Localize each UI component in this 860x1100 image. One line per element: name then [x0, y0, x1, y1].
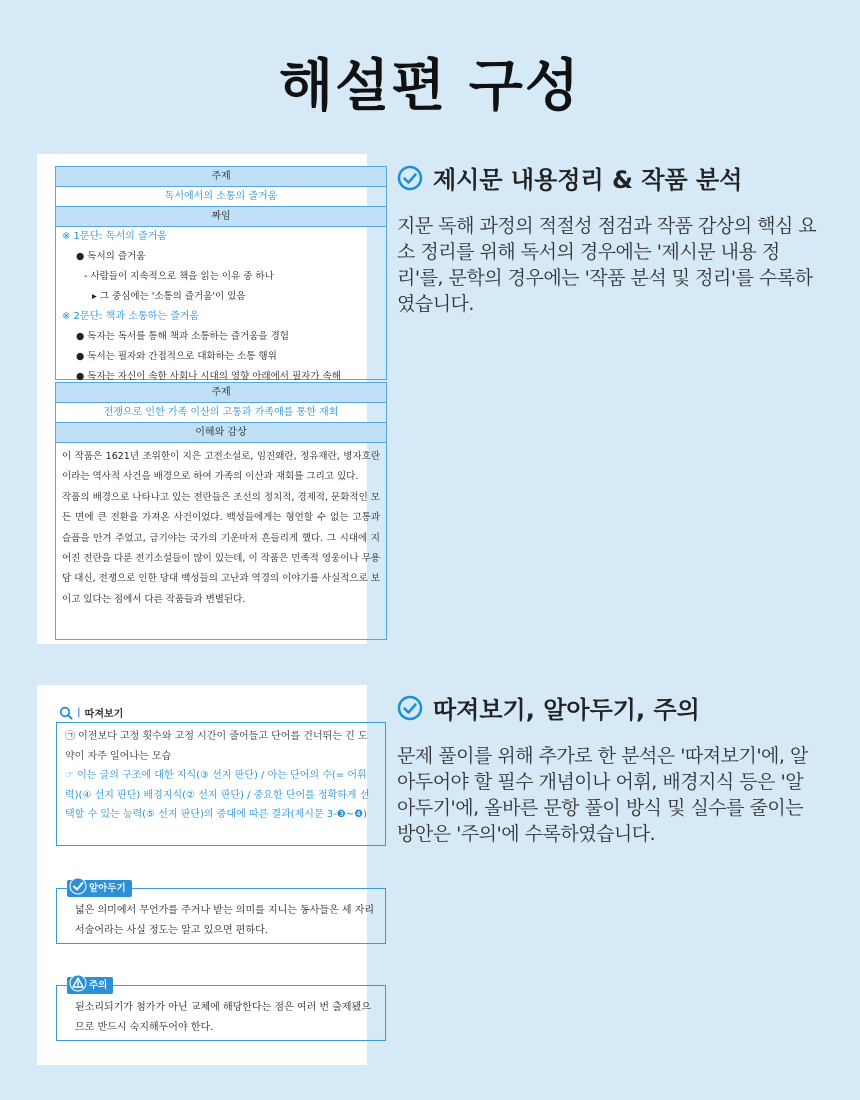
- section-description: 문제 풀이를 위해 추가로 한 분석은 '따져보기'에, 알아두어야 할 필수 개념이나 어휘, 배경지식 등은 '알아두기'에, 올바른 문항 풀이 방식 및 실수를 줄이는 방안은 '주의'에 수록하였습니다.: [397, 745, 808, 845]
- aladugi-tag: 알아두기: [67, 880, 132, 897]
- structure-item: ▸ 그 중심에는 '소통의 즐거움'이 있음: [92, 291, 246, 302]
- magnifier-icon: [59, 706, 73, 720]
- caution-box: [56, 980, 386, 1041]
- aladugi-text: 넓은 의미에서 무언가를 주거나 받는 의미를 지니는 동사들은 세 자리 서술어라는 사실 정도는 알고 있으면 편하다.: [75, 905, 375, 936]
- subject2-header: 주제: [56, 383, 386, 403]
- content-summary-sample: [37, 154, 380, 644]
- notes-sample: [37, 685, 375, 1065]
- aladugi-box: [56, 883, 386, 944]
- structure-item: ● 독서의 즐거움: [76, 251, 146, 262]
- section-content-summary: [397, 160, 817, 317]
- subject-text: 독서에서의 소통의 즐거움: [56, 187, 386, 207]
- appreciation-header: 이해와 감상: [56, 423, 386, 443]
- structure-list: [56, 227, 386, 387]
- summary-box: [55, 166, 387, 380]
- subject-header: 주제: [56, 167, 386, 187]
- paragraph-section-label: ※ 1문단: 독서의 즐거움: [62, 231, 167, 242]
- structure-item: ● 독자는 독서를 통해 책과 소통하는 즐거움을 경험: [76, 331, 289, 342]
- ttajyeo-line: ㉠ 이전보다 고정 횟수와 고정 시간이 줄어들고 단어를 건너뛰는 긴 도약이 자주 일어나는 모습: [65, 731, 368, 762]
- subject2-text: 전쟁으로 인한 가족 이산의 고통과 가족애를 통한 재회: [56, 403, 386, 423]
- ttajyeo-box: [56, 722, 386, 846]
- check-circle-icon: [397, 165, 423, 191]
- check-icon: [69, 877, 87, 895]
- check-circle-icon: [397, 695, 423, 721]
- warning-icon: [69, 974, 87, 992]
- section-notes: [397, 690, 817, 847]
- section-heading: 제시문 내용정리 & 작품 분석: [433, 166, 743, 194]
- appreciation-paragraph: 이 작품은 1621년 조위한이 지은 고전소설로, 임진왜란, 정유재란, 병자호란이라는 역사적 사건을 배경으로 하여 가족의 이산과 재회를 그리고 있다.: [62, 451, 380, 483]
- structure-item: ● 독서는 필자와 간접적으로 대화하는 소통 행위: [76, 351, 277, 362]
- structure-header: 짜임: [56, 207, 386, 227]
- structure-item: ● 독자는 자신이 속한 사회나 시대의 영향 아래에서 필자가 속해: [76, 371, 341, 382]
- paragraph-section-label: ※ 2문단: 책과 소통하는 즐거움: [62, 311, 200, 322]
- structure-item: - 사람들이 지속적으로 책을 읽는 이유 중 하나: [84, 271, 274, 282]
- section-heading: 따져보기, 알아두기, 주의: [433, 696, 700, 724]
- ttajyeo-label: | 따져보기: [59, 705, 123, 720]
- appreciation-paragraph: 작품의 배경으로 나타나고 있는 전란들은 조선의 정치적, 경제적, 문화적인 모든 면에 큰 전환을 가져온 사건이었다. 백성들에게는 형언할 수 없는 고통과 슬픔을 안겨 주었고, 급기야는 국가의 기운마저 흔들리게 했다. 그 시대에 지어진 전란을 다룬 전기소설들이 많이 있는데, 이 작품은 민족적 영웅이나 무용담 대신, 전쟁으로 인한 당대 백성들의 고난과 역경의 이야기를 사실적으로 보이고 있다는 점에서 다른 작품들과 변별된다.: [62, 491, 380, 605]
- analysis-box: [55, 382, 387, 640]
- section-description: 지문 독해 과정의 적절성 점검과 작품 감상의 핵심 요소 정리를 위해 독서의 경우에는 '제시문 내용 정리'를, 문학의 경우에는 '작품 분석 및 정리'를 수록하였습니다.: [397, 215, 817, 315]
- ttajyeo-line: ☞ 이는 글의 구조에 대한 지식(③ 선지 판단) / 아는 단어의 수(= 어휘력)(④ 선지 판단) 배경지식(② 선지 판단) / 중요한 단어를 정확하게 선택할 수 있는 능력(⑤ 선지 판단)의 증대에 따른 결과(제시문 3-❸~❹): [65, 770, 370, 820]
- page-title: 해설편 구성: [279, 54, 581, 119]
- caution-tag: 주의: [67, 977, 113, 994]
- caution-text: 된소리되기가 첨가가 아닌 교체에 해당한다는 점은 여러 번 출제됐으므로 반드시 숙지해두어야 한다.: [75, 1002, 371, 1033]
